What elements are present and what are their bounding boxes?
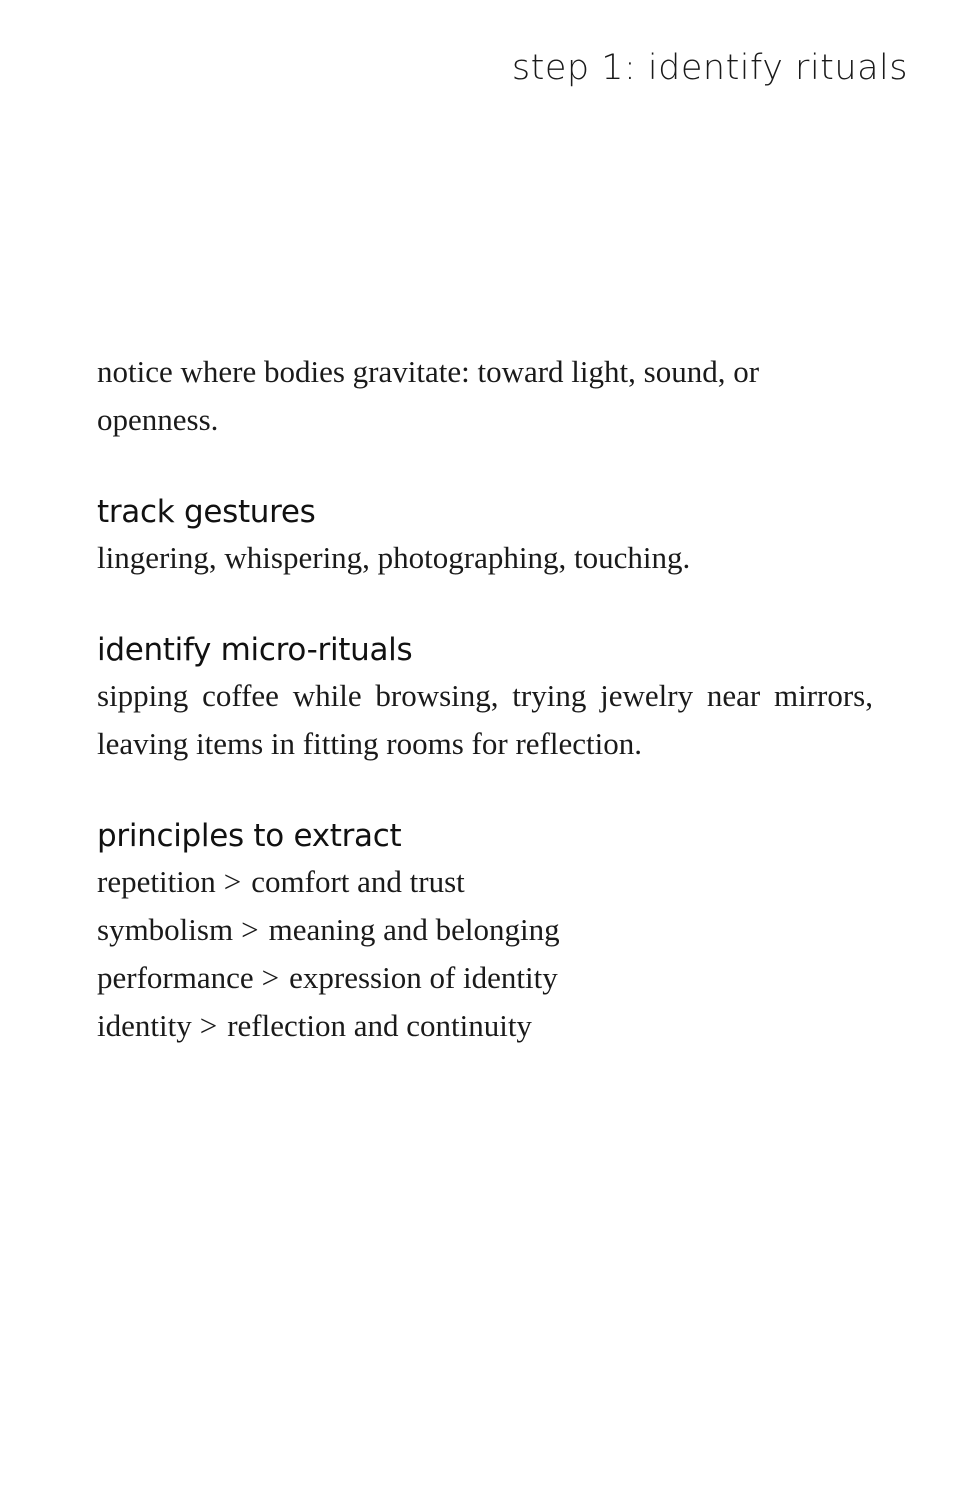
- section-body-track-gestures: lingering, whispering, photographing, touching.: [97, 540, 691, 575]
- principle-term: repetition: [97, 864, 216, 899]
- page-content: [97, 348, 873, 1050]
- section-identify-micro-rituals: [97, 628, 873, 768]
- section-heading-track-gestures: track gestures: [97, 494, 316, 530]
- principle-separator: >: [199, 1008, 218, 1043]
- principle-separator: >: [223, 864, 242, 899]
- principle-term: identity: [97, 1008, 192, 1043]
- principle-term: performance: [97, 960, 254, 995]
- principle-separator: >: [241, 912, 259, 947]
- principle-item: [97, 1002, 873, 1050]
- intro-paragraph: notice where bodies gravitate: toward light, sound, or openness.: [97, 354, 760, 437]
- principle-result: reflection and continuity: [227, 1008, 532, 1043]
- principle-term: symbolism: [97, 912, 234, 947]
- principle-result: comfort and trust: [251, 864, 465, 899]
- section-body-identify-micro-rituals: sipping coffee while browsing, trying jewelry near mirrors, leaving items in fitting rooms for reflection.: [97, 678, 873, 761]
- principles-list: [97, 858, 873, 1050]
- principle-result: expression of identity: [289, 960, 558, 995]
- section-track-gestures: [97, 490, 873, 582]
- principle-separator: >: [261, 960, 280, 995]
- principle-item: [97, 954, 873, 1002]
- section-heading-principles: principles to extract: [97, 818, 402, 854]
- principle-item: [97, 906, 873, 954]
- page-title: step 1: identify rituals: [511, 48, 908, 88]
- section-principles: [97, 814, 873, 1050]
- principle-result: meaning and belonging: [268, 912, 560, 947]
- section-heading-identify-micro-rituals: identify micro-rituals: [97, 632, 413, 668]
- principle-item: [97, 858, 873, 906]
